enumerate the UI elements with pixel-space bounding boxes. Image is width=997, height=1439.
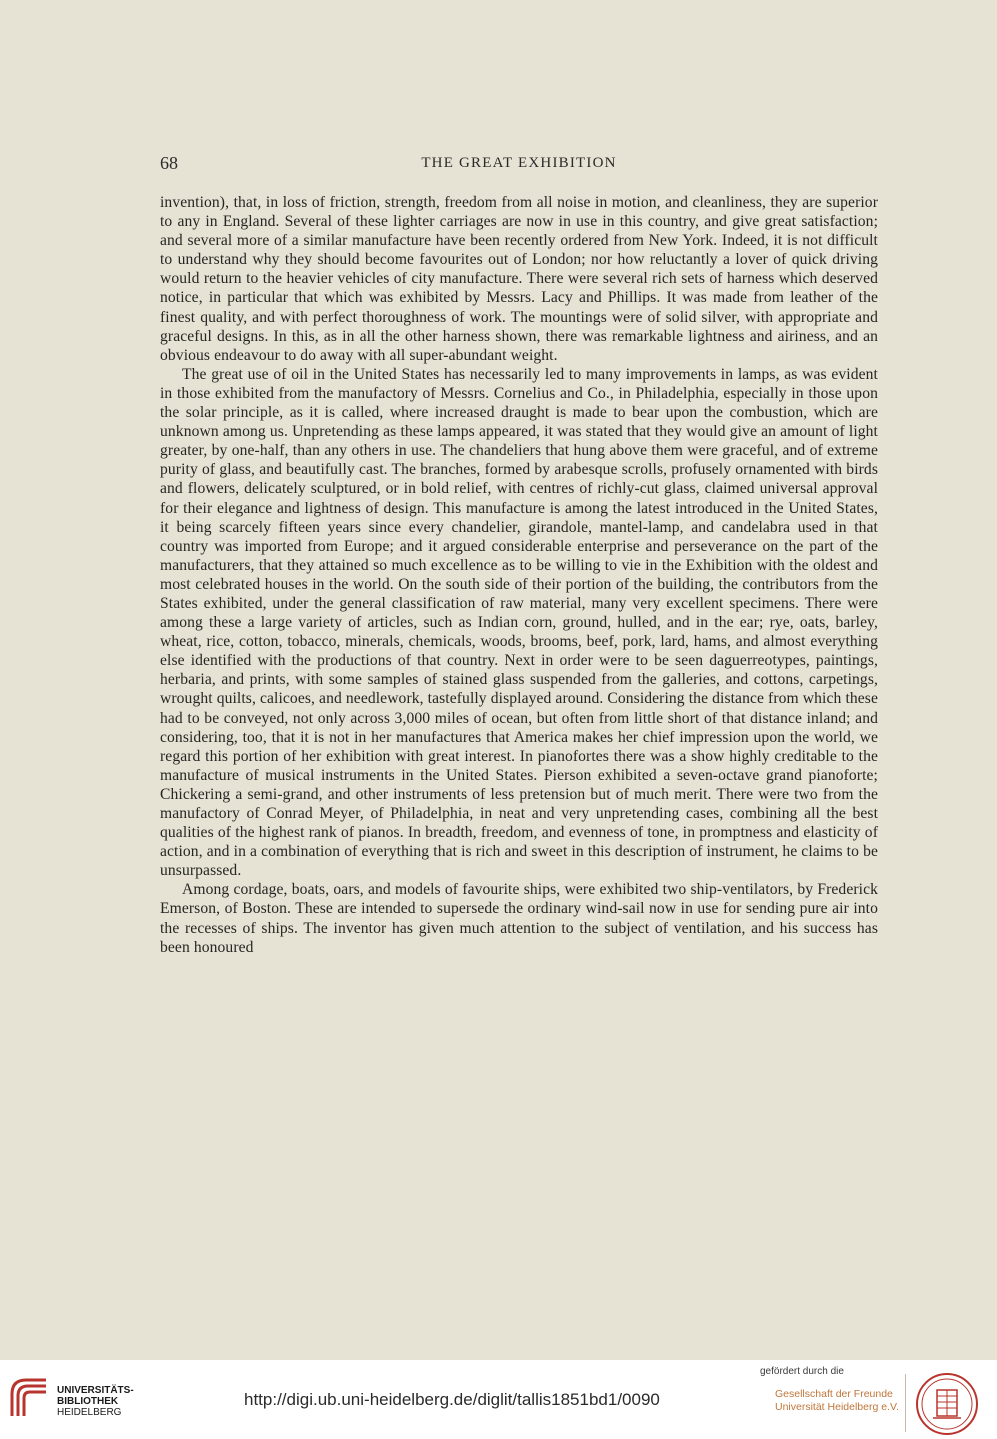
- footer-divider: [905, 1374, 906, 1432]
- paragraph: Among cordage, boats, oars, and models of favourite ships, were exhibited two ship-ventilators, by Frederick Emerson, of Boston. These are intended to supersede the ordinary wind-sail now in use for sending pure air into the recesses of ships. The inventor has given much attention to the subject of ventilation, and his success has been honoured: [160, 881, 878, 956]
- paragraph: The great use of oil in the United States has necessarily led to many improvements in lamps, as was evident in those exhibited from the manufactory of Messrs. Cornelius and Co., in Philadelphia, especially in those upon the solar principle, as it is called, where increased draught is made to bear upon the combustion, which are unknown among us. Unpretending as these lamps appeared, it was stated that they would give an amount of light greater, by one-half, than any others in use. The chandeliers that hung above them were graceful, and of extreme purity of glass, and beautifully cast. The branches, formed by arabesque scrolls, profusely ornamented with birds and flowers, delicately sculptured, or in bold relief, with centres of richly-cut glass, claimed universal approval for their elegance and lightness of design. This manufacture is among the latest introduced in the United States, it being scarcely fifteen years since every chandelier, girandole, mantel-lamp, and candelabra used in that country was imported from Europe; and it argued considerable enterprise and perseverance on the part of the manufacturers, that they attained so much excellence as to be willing to vie in the Exhibition with the oldest and most celebrated houses in the world. On the south side of their portion of the building, the contributors from the States exhibited, under the general classification of raw material, many very excellent specimens. There were among these a large variety of articles, such as Indian corn, ground, hulled, and in the ear; rye, oats, barley, wheat, rice, cotton, tobacco, minerals, chemicals, woods, brooms, beef, pork, lard, hams, and almost everything else identified with the productions of that country. Next in order were to be seen daguerreotypes, paintings, herbaria, and prints, with some samples of stained glass suspended from the galleries, and cottons, carpetings, wrought quilts, calicoes, and needlework, tastefully displayed around. Considering the distance from which these had to be conveyed, not only across 3,000 miles of ocean, but often from little short of that distance inland; and considering, too, that it is not in her manufactures that America makes her chief impression upon the world, we regard this portion of her exhibition with great interest. In pianofortes there was a show highly creditable to the manufacture of musical instruments in the United States. Pierson exhibited a seven-octave grand pianoforte; Chickering a semi-grand, and other instruments of less pretension but of much merit. There were two from the manufactory of Conrad Meyer, of Philadelphia, in neat and very unpretending cases, combining all the best qualities of the highest rank of pianos. In breadth, freedom, and evenness of tone, in promptness and elasticity of action, and in a combination of everything that is rich and sweet in this description of instrument, he claims to be unsurpassed.: [160, 365, 878, 880]
- university-seal-icon: [915, 1372, 979, 1436]
- permalink-url[interactable]: http://digi.ub.uni-heidelberg.de/diglit/tallis1851bd1/0090: [244, 1390, 660, 1409]
- society-name: Gesellschaft der Freunde Universität Heidelberg e.V.: [775, 1388, 899, 1413]
- running-title: THE GREAT EXHIBITION: [421, 155, 617, 171]
- supported-by-label: gefördert durch die: [760, 1366, 844, 1377]
- page-header: [160, 153, 878, 175]
- body-text: [160, 193, 878, 957]
- paragraph: invention), that, in loss of friction, strength, freedom from all noise in motion, and cleanliness, they are superior to any in England. Several of these lighter carriages are now in use in this country, and give great satisfaction; and several more of a similar manufacture have been recently ordered from New York. Indeed, it is not difficult to understand why they should become favourites out of London; nor how reluctantly a lover of quick driving would return to the heavier vehicles of city manufacture. There were several rich sets of harness which deserved notice, in particular that which was exhibited by Messrs. Lacy and Phillips. It was made from leather of the finest quality, and with perfect thoroughness of work. The mountings were of solid silver, with appropriate and graceful designs. In this, as in all the other harness shown, there was remarkable lightness and airiness, and an obvious endeavour to do away with all super-abundant weight.: [160, 194, 878, 364]
- library-name: UNIVERSITÄTS- BIBLIOTHEK HEIDELBERG: [57, 1385, 134, 1418]
- university-library-logo-icon: [8, 1376, 50, 1420]
- page-number: 68: [160, 153, 178, 173]
- footer-bar: [0, 1360, 997, 1439]
